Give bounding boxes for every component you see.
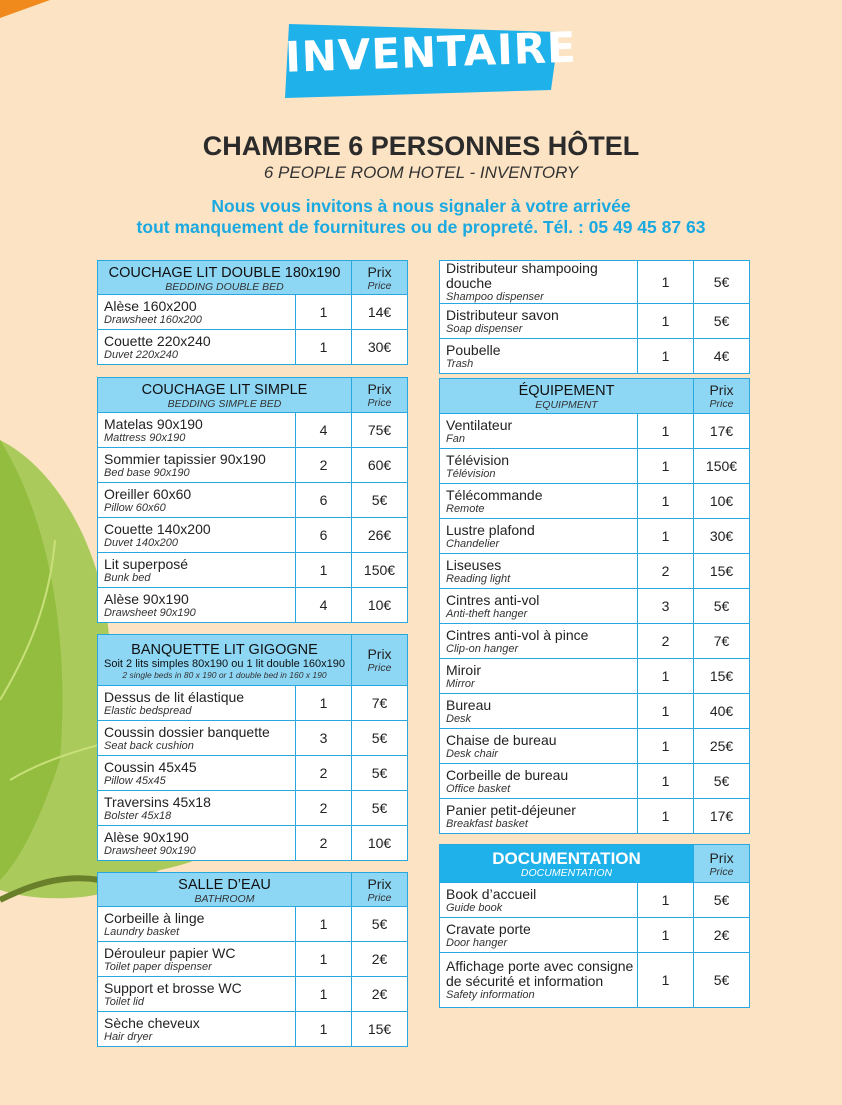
notice-line-2: tout manquement de fournitures ou de propreté. Tél. : 05 49 45 87 63: [136, 217, 706, 237]
item-price: 10€: [694, 484, 750, 519]
section-subtitle: BEDDING DOUBLE BED: [165, 280, 284, 293]
section-salle-eau: [97, 872, 408, 1047]
item-quantity: 3: [296, 721, 352, 756]
item-translation: Bolster 45x18: [104, 809, 172, 822]
item-cell: [98, 791, 296, 826]
item-cell: [98, 413, 296, 448]
price-header-en: Price: [367, 891, 392, 904]
item-price: 15€: [352, 1012, 408, 1047]
item-translation: Bunk bed: [104, 571, 151, 584]
item-quantity: 2: [296, 756, 352, 791]
item-name: Télécommande: [446, 486, 543, 503]
item-cell: [440, 659, 638, 694]
inventory-row: [440, 304, 750, 339]
item-cell: [98, 295, 296, 330]
section-title: COUCHAGE LIT DOUBLE 180x190: [108, 264, 341, 281]
item-quantity: 2: [638, 624, 694, 659]
item-name: Oreiller 60x60: [104, 485, 192, 502]
inventory-row: [440, 484, 750, 519]
inventory-row: [440, 799, 750, 834]
item-translation: Hair dryer: [104, 1030, 153, 1043]
inventory-row: [440, 624, 750, 659]
item-name: Bureau: [446, 696, 492, 713]
inventory-row: [98, 826, 408, 861]
item-price: 5€: [352, 721, 408, 756]
item-translation: Desk: [446, 712, 472, 725]
item-quantity: 1: [638, 764, 694, 799]
item-cell: [98, 1012, 296, 1047]
item-price: 2€: [352, 942, 408, 977]
item-price: 4€: [694, 339, 750, 374]
inventory-row: [98, 942, 408, 977]
inventory-row: [98, 791, 408, 826]
item-quantity: 1: [638, 414, 694, 449]
item-name: Cintres anti-vol: [446, 591, 540, 608]
item-translation: Remote: [446, 502, 485, 515]
section-title: SALLE D’EAU: [178, 876, 271, 893]
item-quantity: 1: [638, 694, 694, 729]
item-cell: [98, 588, 296, 623]
item-translation: Anti-theft hanger: [446, 607, 528, 620]
price-header: Prix: [367, 263, 392, 280]
item-price: 17€: [694, 414, 750, 449]
item-name: Alèse 90x190: [104, 590, 189, 607]
inventory-row: [440, 729, 750, 764]
item-translation: Toilet lid: [104, 995, 144, 1008]
inventory-row: [440, 953, 750, 1008]
item-cell: [440, 624, 638, 659]
item-cell: [98, 756, 296, 791]
item-cell: [440, 953, 638, 1008]
section-subtitle: Soit 2 lits simples 80x190 ou 1 lit double 160x190: [104, 657, 345, 670]
inventory-row: [440, 764, 750, 799]
item-name: Lustre plafond: [446, 521, 535, 538]
item-name: Alèse 160x200: [104, 297, 197, 314]
item-quantity: 1: [296, 1012, 352, 1047]
item-name: Lit superposé: [104, 555, 189, 572]
item-price: 5€: [352, 907, 408, 942]
item-name: Liseuses: [446, 556, 502, 573]
inventory-row: [98, 448, 408, 483]
item-quantity: 1: [638, 449, 694, 484]
item-name: Book d’accueil: [446, 885, 537, 902]
price-header-en: Price: [367, 397, 392, 409]
section-equipement: [439, 378, 750, 834]
item-price: 15€: [694, 554, 750, 589]
item-translation: Trash: [446, 357, 474, 370]
item-translation: Desk chair: [446, 747, 498, 760]
item-translation: Pillow 60x60: [104, 501, 166, 514]
item-name: Affichage porte avec consigne de sécurité et information: [446, 958, 634, 989]
page-title: CHAMBRE 6 PERSONNES HÔTEL: [202, 131, 640, 161]
item-quantity: 1: [296, 907, 352, 942]
section-title: DOCUMENTATION: [492, 848, 641, 868]
item-price: 2€: [352, 977, 408, 1012]
inventory-row: [98, 686, 408, 721]
item-name: Matelas 90x190: [104, 415, 203, 432]
item-translation: Seat back cushion: [104, 739, 194, 752]
item-price: 30€: [694, 519, 750, 554]
item-price: 40€: [694, 694, 750, 729]
section-title: ÉQUIPEMENT: [518, 383, 615, 399]
item-quantity: 1: [638, 261, 694, 304]
section-subtitle: BATHROOM: [194, 892, 255, 905]
price-header-en: Price: [367, 662, 392, 674]
item-name: Corbeille de bureau: [446, 766, 569, 783]
item-translation: Office basket: [446, 782, 511, 795]
item-name: Télévision: [446, 451, 510, 468]
item-quantity: 1: [638, 799, 694, 834]
item-quantity: 1: [638, 918, 694, 953]
item-cell: [98, 448, 296, 483]
price-header-en: Price: [709, 398, 734, 410]
item-translation: Breakfast basket: [446, 817, 528, 830]
inventory-row: [98, 907, 408, 942]
item-name: Couette 220x240: [104, 332, 211, 349]
page-subtitle: 6 PEOPLE ROOM HOTEL - INVENTORY: [263, 163, 579, 182]
item-name: Dessus de lit élastique: [104, 688, 245, 705]
item-price: 5€: [352, 791, 408, 826]
item-quantity: 1: [638, 519, 694, 554]
item-price: 5€: [694, 883, 750, 918]
item-quantity: 4: [296, 413, 352, 448]
item-quantity: 1: [638, 304, 694, 339]
item-translation: Mirror: [446, 677, 475, 690]
item-cell: [440, 694, 638, 729]
banner-title: INVENTAIRE: [284, 22, 578, 82]
inventory-row: [98, 721, 408, 756]
inventory-row: [98, 295, 408, 330]
item-price: 30€: [352, 330, 408, 365]
item-translation: Reading light: [446, 572, 511, 585]
item-price: 150€: [352, 553, 408, 588]
item-translation: Drawsheet 90x190: [104, 844, 196, 857]
item-name: Poubelle: [446, 341, 501, 358]
item-translation: Toilet paper dispenser: [104, 960, 212, 973]
inventory-row: [440, 694, 750, 729]
section-lit-simple: [97, 377, 408, 623]
item-name: Cravate porte: [446, 920, 531, 937]
item-name: Chaise de bureau: [446, 731, 557, 748]
item-name: Sommier tapissier 90x190: [104, 450, 266, 467]
item-price: 5€: [694, 304, 750, 339]
item-price: 5€: [352, 483, 408, 518]
item-translation: Duvet 140x200: [104, 536, 178, 549]
item-cell: [440, 519, 638, 554]
item-translation: Drawsheet 160x200: [104, 313, 202, 326]
section-title: COUCHAGE LIT SIMPLE: [141, 382, 308, 398]
item-cell: [98, 942, 296, 977]
item-quantity: 1: [638, 729, 694, 764]
item-translation: Télévision: [446, 467, 496, 480]
section-subtitle: BEDDING SIMPLE BED: [167, 398, 282, 410]
price-header: Prix: [367, 381, 392, 397]
item-quantity: 2: [638, 554, 694, 589]
item-cell: [440, 729, 638, 764]
price-header: Prix: [367, 646, 392, 662]
item-cell: [98, 721, 296, 756]
item-translation: Clip-on hanger: [446, 642, 519, 655]
item-quantity: 1: [296, 686, 352, 721]
item-quantity: 1: [638, 883, 694, 918]
item-quantity: 6: [296, 483, 352, 518]
item-translation: Laundry basket: [104, 925, 180, 938]
item-quantity: 2: [296, 826, 352, 861]
price-header-en: Price: [709, 865, 734, 878]
item-cell: [440, 339, 638, 374]
section-subtitle: DOCUMENTATION: [520, 866, 613, 879]
price-header: Prix: [709, 849, 734, 866]
item-translation: Mattress 90x190: [104, 431, 186, 444]
item-price: 5€: [352, 756, 408, 791]
inventory-row: [98, 588, 408, 623]
item-name: Couette 140x200: [104, 520, 211, 537]
inventory-row: [440, 883, 750, 918]
item-translation: Chandelier: [446, 537, 500, 550]
item-translation: Door hanger: [446, 936, 508, 949]
section-documentation: [439, 844, 750, 1008]
section-note: 2 single beds in 80 x 190 or 1 double bed in 160 x 190: [122, 669, 327, 680]
section-distributeurs: [439, 260, 750, 374]
item-price: 150€: [694, 449, 750, 484]
item-price: 14€: [352, 295, 408, 330]
item-cell: [98, 483, 296, 518]
item-cell: [440, 883, 638, 918]
item-price: 5€: [694, 589, 750, 624]
item-cell: [98, 518, 296, 553]
item-price: 7€: [694, 624, 750, 659]
section-title: BANQUETTE LIT GIGOGNE: [131, 641, 318, 658]
inventory-row: [440, 589, 750, 624]
item-price: 10€: [352, 826, 408, 861]
item-name: Coussin dossier banquette: [104, 723, 270, 740]
item-price: 75€: [352, 413, 408, 448]
item-translation: Bed base 90x190: [104, 466, 190, 479]
item-price: 60€: [352, 448, 408, 483]
item-cell: [98, 977, 296, 1012]
inventory-row: [440, 261, 750, 304]
item-price: 15€: [694, 659, 750, 694]
item-quantity: 1: [296, 295, 352, 330]
inventory-row: [98, 756, 408, 791]
item-translation: Fan: [446, 432, 465, 445]
inventory-row: [98, 413, 408, 448]
item-translation: Pillow 45x45: [104, 774, 166, 787]
item-price: 5€: [694, 953, 750, 1008]
item-cell: [440, 918, 638, 953]
item-cell: [440, 304, 638, 339]
section-subtitle: EQUIPMENT: [535, 399, 598, 411]
item-name: Alèse 90x190: [104, 828, 189, 845]
section-banquette: [97, 634, 408, 861]
item-cell: [98, 907, 296, 942]
inventory-row: [98, 553, 408, 588]
item-quantity: 1: [638, 659, 694, 694]
notice-line-1: Nous vous invitons à nous signaler à votre arrivée: [211, 196, 631, 216]
item-translation: Elastic bedspread: [104, 704, 192, 717]
item-quantity: 4: [296, 588, 352, 623]
item-quantity: 6: [296, 518, 352, 553]
item-cell: [98, 826, 296, 861]
inventory-row: [440, 339, 750, 374]
item-price: 5€: [694, 261, 750, 304]
item-quantity: 1: [296, 553, 352, 588]
item-cell: [440, 764, 638, 799]
item-name: Distributeur savon: [446, 306, 559, 323]
contact-notice: [0, 196, 842, 238]
item-name: Corbeille à linge: [104, 909, 205, 926]
inventory-row: [98, 330, 408, 365]
item-cell: [440, 799, 638, 834]
item-cell: [440, 449, 638, 484]
item-name: Coussin 45x45: [104, 758, 197, 775]
item-cell: [98, 686, 296, 721]
item-quantity: 1: [638, 484, 694, 519]
inventory-row: [440, 414, 750, 449]
section-lit-double: [97, 260, 408, 365]
item-cell: [98, 330, 296, 365]
item-cell: [98, 553, 296, 588]
item-name: Distributeur shampooing douche: [446, 260, 598, 291]
item-cell: [440, 414, 638, 449]
item-translation: Guide book: [446, 901, 503, 914]
item-cell: [440, 484, 638, 519]
inventory-row: [98, 483, 408, 518]
price-header-en: Price: [367, 279, 392, 292]
item-cell: [440, 261, 638, 304]
inventory-row: [98, 1012, 408, 1047]
item-price: 17€: [694, 799, 750, 834]
item-price: 26€: [352, 518, 408, 553]
item-quantity: 1: [638, 953, 694, 1008]
item-cell: [440, 554, 638, 589]
item-translation: Safety information: [446, 989, 535, 1001]
inventory-row: [440, 554, 750, 589]
inventory-row: [98, 977, 408, 1012]
item-quantity: 1: [638, 339, 694, 374]
item-name: Ventilateur: [446, 416, 513, 433]
item-name: Support et brosse WC: [104, 979, 242, 996]
item-translation: Shampoo dispenser: [446, 291, 544, 303]
item-price: 5€: [694, 764, 750, 799]
item-price: 7€: [352, 686, 408, 721]
inventory-row: [440, 519, 750, 554]
item-translation: Soap dispenser: [446, 322, 523, 335]
item-price: 10€: [352, 588, 408, 623]
item-name: Sèche cheveux: [104, 1014, 200, 1031]
item-translation: Duvet 220x240: [104, 348, 178, 361]
item-quantity: 1: [296, 942, 352, 977]
item-cell: [440, 589, 638, 624]
inventory-row: [98, 518, 408, 553]
inventory-row: [440, 449, 750, 484]
item-quantity: 1: [296, 330, 352, 365]
item-name: Traversins 45x18: [104, 793, 211, 810]
price-header: Prix: [709, 382, 734, 398]
item-price: 2€: [694, 918, 750, 953]
item-translation: Drawsheet 90x190: [104, 606, 196, 619]
item-quantity: 1: [296, 977, 352, 1012]
inventory-row: [440, 659, 750, 694]
item-price: 25€: [694, 729, 750, 764]
item-quantity: 2: [296, 791, 352, 826]
item-name: Cintres anti-vol à pince: [446, 626, 589, 643]
item-quantity: 3: [638, 589, 694, 624]
item-name: Panier petit-déjeuner: [446, 801, 576, 818]
inventory-row: [440, 918, 750, 953]
price-header: Prix: [367, 875, 392, 892]
item-quantity: 2: [296, 448, 352, 483]
item-name: Miroir: [446, 661, 481, 678]
item-name: Dérouleur papier WC: [104, 944, 236, 961]
